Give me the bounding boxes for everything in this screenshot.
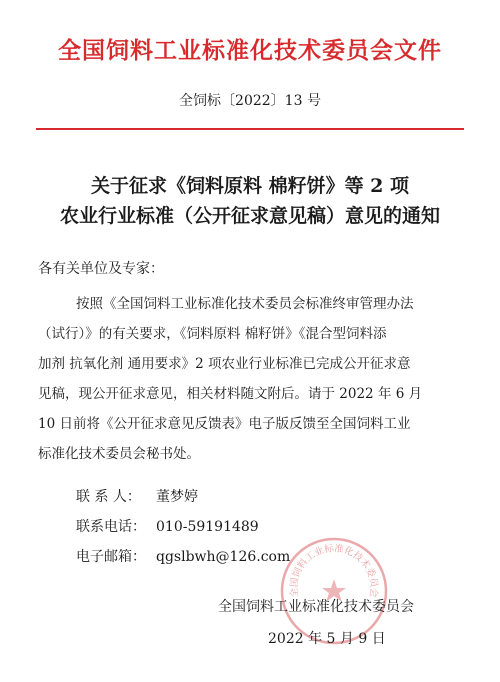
salutation: 各有关单位及专家： <box>38 261 164 277</box>
body-line-6: 标准化技术委员会秘书处。 <box>38 446 200 462</box>
body-line-1: 按照《全国饲料工业标准化技术委员会标准终审管理办法 <box>76 296 414 312</box>
notice-title-line-2: 农业行业标准（公开征求意见稿）意见的通知 <box>59 205 440 227</box>
contact-person-label: 联 系 人： <box>76 489 141 505</box>
contact-phone-row <box>76 516 259 536</box>
contact-email-label: 电子邮箱： <box>76 549 146 565</box>
contact-email-row <box>76 546 290 566</box>
signature-date: 2022 年 5 月 9 日 <box>268 631 386 647</box>
contact-person-value: 董梦婷 <box>156 489 198 505</box>
body-line-3: 加剂 抗氧化剂 通用要求》2 项农业行业标准已完成公开征求意 <box>38 356 411 372</box>
red-divider <box>36 128 464 130</box>
doc-number: 全饲标〔2022〕13 号 <box>179 93 321 109</box>
body-line-5: 10 日前将《公开征求意见反馈表》电子版反馈至全国饲料工业 <box>38 416 411 432</box>
header-title: 全国饲料工业标准化技术委员会文件 <box>58 37 442 64</box>
contact-phone-value: 010-59191489 <box>156 519 259 535</box>
seal-text: 全国饲料工业标准化技术委员会 <box>288 543 380 598</box>
notice-title-line-1: 关于征求《饲料原料 棉籽饼》等 2 项 <box>90 175 410 197</box>
contact-email-value[interactable]: qgslbwh@126.com <box>156 549 291 565</box>
body-line-2: （试行）》的有关要求，《饲料原料 棉籽饼》《混合型饲料添 <box>38 326 387 342</box>
body-line-4: 见稿，现公开征求意见，相关材料随文附后。请于 2022 年 6 月 <box>38 386 423 402</box>
contact-person-row <box>76 486 198 506</box>
contact-phone-label: 联系电话： <box>76 519 146 535</box>
signature-org: 全国饲料工业标准化技术委员会 <box>218 599 414 615</box>
